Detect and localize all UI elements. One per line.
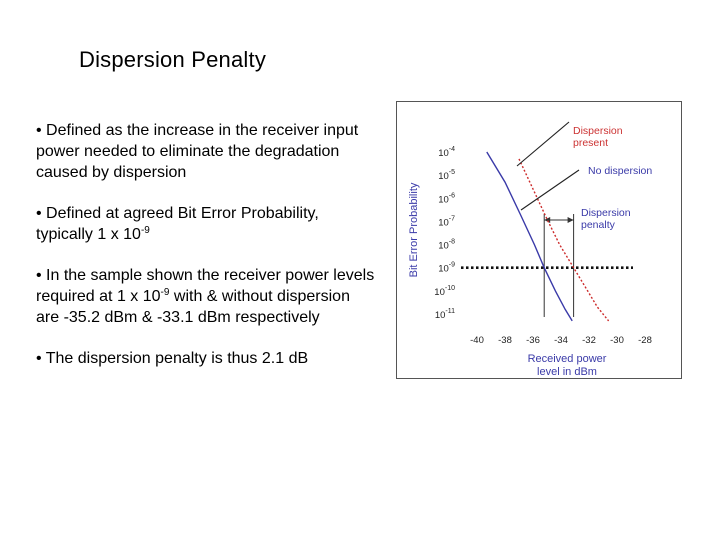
x-axis-label: [528, 353, 607, 378]
bullet-item: [36, 265, 376, 328]
dispersion-penalty-label-line: Dispersion: [581, 207, 631, 219]
x-tick-label: -30: [610, 335, 624, 346]
x-axis-label-line: Received power: [527, 353, 607, 365]
y-tick-exponent: -9: [448, 261, 455, 269]
y-tick-label: [438, 192, 455, 205]
slide-title: Dispersion Penalty: [79, 47, 267, 72]
x-tick-label: -28: [638, 335, 652, 346]
bullet-text: • In the sample shown the receiver power levels required at 1 x 10: [36, 267, 375, 305]
x-axis-label-line: level in dBm: [537, 366, 597, 378]
y-tick-exponent: -10: [444, 284, 455, 292]
dispersion-callout-line: [517, 122, 569, 166]
y-tick-exponent: -7: [448, 215, 455, 223]
y-tick-exponent: -6: [448, 192, 455, 200]
y-tick-base: 10: [438, 148, 449, 159]
bullet-text: • Defined as the increase in the receiver input power needed to eliminate the degradation caused by dispersion: [36, 122, 359, 181]
y-tick-label: [434, 285, 455, 298]
bullet-text: with & without dispersion are -35.2 dBm & -33.1 dBm respectively: [36, 288, 350, 326]
bullet-text: • The dispersion penalty is thus 2.1 dB: [36, 350, 309, 367]
x-tick-label: -36: [526, 335, 540, 346]
dispersion-penalty-label: [581, 207, 631, 231]
dispersion-present-label-line: Dispersion: [573, 125, 623, 137]
superscript-exponent: -9: [140, 225, 150, 236]
y-tick-label: [438, 215, 455, 228]
y-tick-base: 10: [438, 171, 449, 183]
y-tick-exponent: -11: [445, 308, 455, 315]
y-tick-label: [438, 146, 455, 159]
ber-chart: [396, 101, 682, 379]
y-tick-base: 10: [438, 263, 449, 275]
ber-chart-svg: [397, 102, 681, 378]
x-tick-label: -34: [554, 335, 568, 346]
y-tick-base: 10: [438, 194, 449, 206]
y-tick-base: 10: [434, 286, 445, 298]
y-tick-exponent: -8: [448, 238, 455, 246]
dispersion-present-label-line: present: [573, 137, 609, 149]
bullet-item: [36, 348, 376, 369]
y-tick-exponent: -4: [448, 146, 455, 153]
penalty-arrow-head: [568, 217, 574, 223]
dispersion-present-label: [573, 125, 623, 149]
bullet-item: [36, 203, 376, 245]
bullet-text: • Defined at agreed Bit Error Probability, typically 1 x 10: [36, 205, 319, 243]
y-tick-exponent: -5: [448, 169, 455, 177]
no-dispersion-callout-line: [521, 170, 579, 210]
y-tick-label: [435, 308, 455, 321]
x-tick-label: -32: [582, 335, 596, 346]
y-tick-base: 10: [438, 240, 449, 252]
y-tick-base: 10: [434, 310, 446, 321]
y-tick-base: 10: [438, 217, 449, 229]
bullet-list: [36, 120, 376, 389]
no-dispersion-curve: [487, 152, 572, 321]
y-axis-label: Bit Error Probability: [408, 182, 420, 278]
superscript-exponent: -9: [160, 287, 170, 298]
y-tick-label: [438, 262, 455, 275]
bullet-item: [36, 120, 376, 183]
y-tick-label: [438, 239, 455, 252]
no-dispersion-label: No dispersion: [588, 165, 653, 177]
x-tick-label: -38: [498, 335, 512, 346]
dispersion-penalty-label-line: penalty: [581, 219, 615, 231]
y-tick-label: [438, 169, 455, 182]
x-tick-label: -40: [470, 335, 484, 346]
